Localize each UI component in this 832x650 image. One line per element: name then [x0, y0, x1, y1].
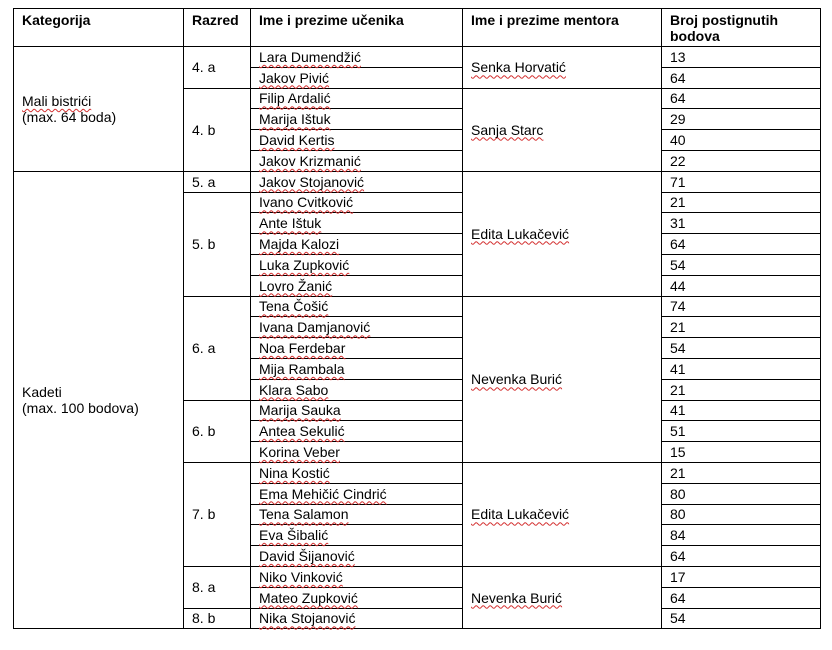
student-cell	[251, 338, 463, 359]
points-cell: 21	[662, 379, 821, 400]
grade-cell: 4. b	[184, 88, 251, 171]
student-cell	[251, 192, 463, 213]
student-cell	[251, 546, 463, 567]
mentor-cell	[463, 47, 662, 89]
student-name: Ivana Damjanović	[259, 319, 371, 336]
student-cell	[251, 317, 463, 338]
student-name: Nika Stojanović	[259, 610, 356, 627]
student-name: Noa Ferdebar	[259, 340, 346, 357]
student-name: Nina Kostić	[259, 464, 330, 481]
points-cell: 41	[662, 400, 821, 421]
grade-cell: 8. a	[184, 566, 251, 608]
student-name: Lara Dumendžić	[259, 48, 361, 65]
mentor-name: Sanja Starc	[471, 121, 544, 138]
points-cell: 40	[662, 130, 821, 151]
points-cell: 64	[662, 67, 821, 88]
grade-cell: 4. a	[184, 47, 251, 89]
points-cell: 21	[662, 462, 821, 483]
grade-cell: 6. a	[184, 296, 251, 400]
grade-cell: 8. b	[184, 608, 251, 629]
student-name: Antea Sekulić	[259, 423, 345, 440]
student-name: Ema Mehičić Cindrić	[259, 485, 387, 502]
grade-cell: 5. a	[184, 171, 251, 192]
mentor-cell	[463, 462, 662, 566]
points-cell: 74	[662, 296, 821, 317]
points-cell: 21	[662, 317, 821, 338]
student-cell	[251, 462, 463, 483]
header-grade: Razred	[184, 9, 251, 47]
mentor-cell	[463, 296, 662, 462]
student-name: Klara Sabo	[259, 381, 329, 398]
points-cell: 64	[662, 546, 821, 567]
student-cell	[251, 587, 463, 608]
category-name: Kadeti	[22, 384, 62, 401]
student-cell	[251, 525, 463, 546]
student-cell	[251, 130, 463, 151]
points-cell: 15	[662, 442, 821, 463]
student-cell	[251, 213, 463, 234]
points-cell: 13	[662, 47, 821, 68]
points-cell: 71	[662, 171, 821, 192]
mentor-name: Edita Lukačević	[471, 506, 570, 523]
mentor-cell	[463, 171, 662, 296]
student-cell	[251, 566, 463, 587]
student-cell	[251, 483, 463, 504]
student-name: Tena Salamon	[259, 506, 349, 523]
student-name: Tena Čošić	[259, 298, 329, 315]
student-name: Marija Sauka	[259, 402, 341, 419]
table-row	[14, 47, 821, 68]
student-cell	[251, 296, 463, 317]
points-cell: 31	[662, 213, 821, 234]
student-name: Ivano Cvitković	[259, 194, 354, 211]
points-cell: 84	[662, 525, 821, 546]
student-cell	[251, 171, 463, 192]
student-cell	[251, 275, 463, 296]
points-cell: 80	[662, 483, 821, 504]
points-cell: 64	[662, 234, 821, 255]
mentor-cell	[463, 88, 662, 171]
student-name: Majda Kalozi	[259, 236, 340, 253]
student-cell	[251, 504, 463, 525]
student-cell	[251, 400, 463, 421]
student-name: Luka Zupković	[259, 256, 350, 273]
student-name: Jakov Pivić	[259, 69, 330, 86]
student-cell	[251, 442, 463, 463]
student-cell	[251, 254, 463, 275]
points-cell: 64	[662, 88, 821, 109]
student-name: Niko Vinković	[259, 568, 343, 585]
student-name: David Kertis	[259, 132, 335, 149]
points-cell: 64	[662, 587, 821, 608]
student-name: Ante Ištuk	[259, 215, 322, 232]
points-cell: 44	[662, 275, 821, 296]
student-cell	[251, 67, 463, 88]
grade-cell: 7. b	[184, 462, 251, 566]
student-cell	[251, 88, 463, 109]
student-cell	[251, 608, 463, 629]
category-max: (max. 64 boda)	[22, 108, 117, 125]
student-name: Korina Veber	[259, 444, 340, 461]
student-cell	[251, 47, 463, 68]
student-name: Mateo Zupković	[259, 589, 358, 606]
category-cell	[14, 171, 184, 629]
student-cell	[251, 421, 463, 442]
grade-cell: 6. b	[184, 400, 251, 462]
results-table	[13, 8, 821, 629]
mentor-name: Nevenka Burić	[471, 371, 563, 388]
student-name: Jakov Stojanović	[259, 173, 365, 190]
points-cell: 22	[662, 150, 821, 171]
points-cell: 54	[662, 608, 821, 629]
student-cell	[251, 150, 463, 171]
category-max: (max. 100 bodova)	[22, 400, 139, 417]
header-category: Kategorija	[14, 9, 184, 47]
student-name: Jakov Krizmanić	[259, 152, 361, 169]
category-name: Mali bistrići	[22, 92, 92, 109]
points-cell: 41	[662, 358, 821, 379]
header-row	[14, 9, 821, 47]
points-cell: 29	[662, 109, 821, 130]
student-name: Marija Ištuk	[259, 111, 331, 128]
points-cell: 51	[662, 421, 821, 442]
points-cell: 21	[662, 192, 821, 213]
header-points: Broj postignutih bodova	[662, 9, 821, 47]
student-name: David Šijanović	[259, 548, 355, 565]
student-cell	[251, 109, 463, 130]
points-cell: 54	[662, 338, 821, 359]
mentor-name: Nevenka Burić	[471, 589, 563, 606]
student-name: Filip Ardalić	[259, 90, 331, 107]
student-cell	[251, 234, 463, 255]
student-cell	[251, 358, 463, 379]
mentor-cell	[463, 566, 662, 628]
student-name: Lovro Žanić	[259, 277, 333, 294]
student-name: Mija Rambala	[259, 360, 345, 377]
category-cell	[14, 47, 184, 172]
mentor-name: Senka Horvatić	[471, 59, 566, 76]
header-student: Ime i prezime učenika	[251, 9, 463, 47]
points-cell: 17	[662, 566, 821, 587]
points-cell: 80	[662, 504, 821, 525]
points-cell: 54	[662, 254, 821, 275]
grade-cell: 5. b	[184, 192, 251, 296]
student-cell	[251, 379, 463, 400]
mentor-name: Edita Lukačević	[471, 225, 570, 242]
student-name: Eva Šibalić	[259, 527, 329, 544]
table-row	[14, 171, 821, 192]
header-mentor: Ime i prezime mentora	[463, 9, 662, 47]
